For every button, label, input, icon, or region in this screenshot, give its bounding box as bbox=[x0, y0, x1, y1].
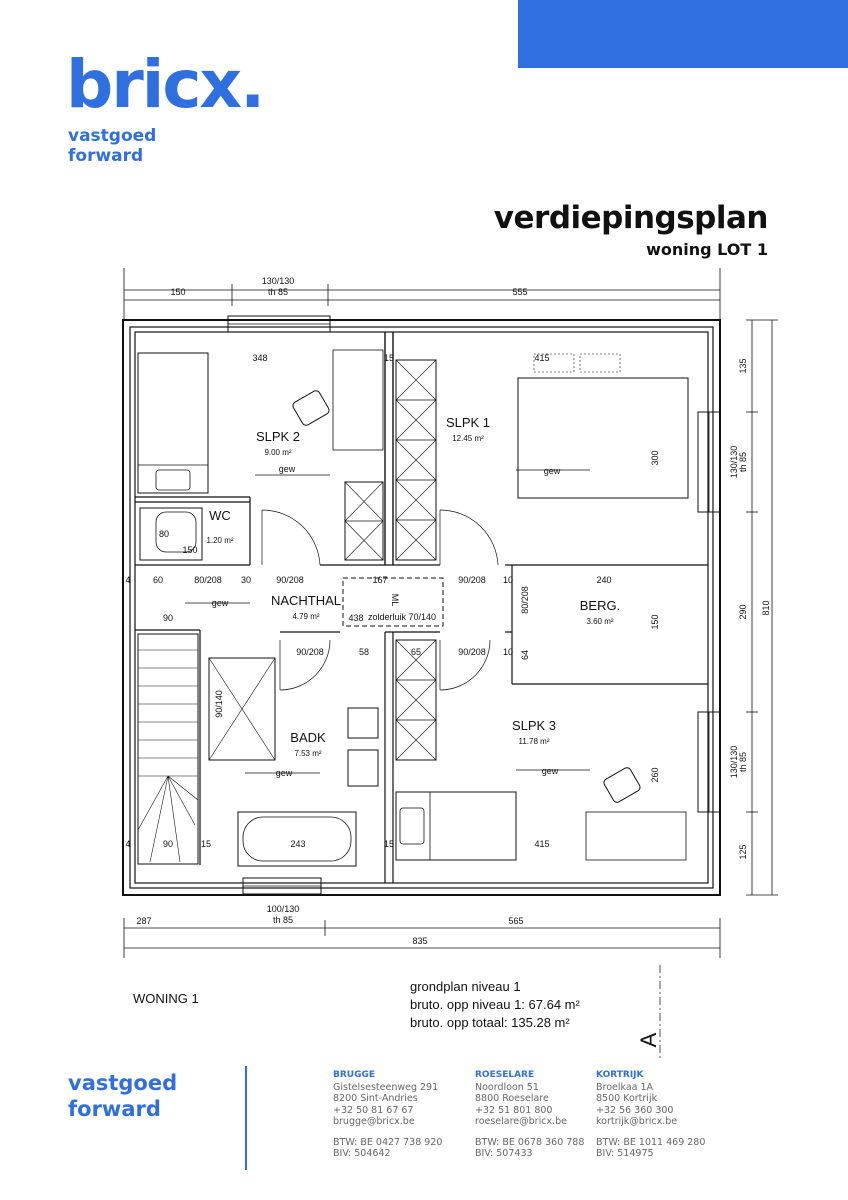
office-name: ROESELARE bbox=[475, 1070, 535, 1080]
gew-label-4: gew bbox=[275, 768, 293, 778]
dim-bot-4: 4 bbox=[125, 839, 131, 849]
tagline-line2: forward bbox=[68, 146, 144, 166]
footer-divider bbox=[245, 1066, 247, 1170]
office-name: KORTRIJK bbox=[596, 1070, 644, 1080]
plan-info-line2: bruto. opp niveau 1: 67.64 m² bbox=[410, 997, 580, 1012]
gew-label-1: gew bbox=[278, 464, 296, 474]
office-email: roeselare@bricx.be bbox=[475, 1116, 567, 1127]
room-wc-name: WC bbox=[209, 508, 231, 523]
room-berg-name: BERG. bbox=[579, 598, 621, 613]
dim-right-win2-th: th 85 bbox=[738, 751, 748, 773]
office-phone: +32 56 360 300 bbox=[596, 1104, 674, 1116]
office-street: Broelkaa 1A bbox=[596, 1081, 654, 1093]
brand-tagline bbox=[68, 126, 156, 166]
dim-berg-door: 80/208 bbox=[520, 586, 530, 614]
dim-slpk2-door: 90/208 bbox=[276, 575, 304, 585]
dim-top-left: 150 bbox=[170, 287, 186, 297]
footer-tagline-line1: vastgoed bbox=[68, 1071, 178, 1095]
dim-right-5: 125 bbox=[738, 844, 748, 860]
dim-wall1: 15 bbox=[383, 353, 395, 363]
dim-hall-60: 60 bbox=[152, 575, 164, 585]
dim-slpk3-door: 90/208 bbox=[458, 647, 486, 657]
office-biv: BIV: 504642 bbox=[333, 1148, 391, 1159]
room-slpk2-name: SLPK 2 bbox=[255, 429, 301, 444]
dim-slpk2-width: 348 bbox=[252, 353, 268, 363]
dim-right-win1: 130/130 bbox=[729, 445, 739, 479]
dim-right-2: 300 bbox=[650, 450, 660, 466]
dim-hall-4: 4 bbox=[125, 575, 131, 585]
dim-hatch-label: zolderluik 70/140 bbox=[367, 612, 437, 622]
plan-info-line3: bruto. opp totaal: 135.28 m² bbox=[410, 1015, 570, 1030]
dim-bot-10: 10 bbox=[502, 647, 514, 657]
office-btw: BTW: BE 1011 469 280 bbox=[596, 1136, 706, 1148]
dim-bottom-window-th: th 85 bbox=[272, 915, 294, 925]
office-btw: BTW: BE 0678 360 788 bbox=[475, 1136, 585, 1148]
dim-badk-58: 58 bbox=[358, 647, 370, 657]
gew-label-5: gew bbox=[541, 766, 559, 776]
dim-badk-65: 65 bbox=[410, 647, 422, 657]
section-marker: A bbox=[636, 1032, 661, 1048]
dim-hall-167: 167 bbox=[372, 575, 388, 585]
office-email: brugge@bricx.be bbox=[333, 1116, 415, 1127]
room-nachthal-area: 4.79 m² bbox=[292, 612, 320, 621]
dim-berg-width: 240 bbox=[596, 575, 612, 585]
top-accent-bar bbox=[518, 0, 848, 68]
dim-bottom-right: 565 bbox=[508, 916, 524, 926]
dim-right-3: 290 bbox=[738, 604, 748, 620]
plan-info bbox=[410, 978, 580, 1032]
dim-hatch: 438 bbox=[348, 613, 364, 623]
dim-top-window: 130/130 bbox=[261, 276, 295, 286]
dim-hall-10: 10 bbox=[502, 575, 514, 585]
office-kortrijk bbox=[596, 1070, 705, 1160]
dim-hall-30: 30 bbox=[240, 575, 252, 585]
footer-tagline-line2: forward bbox=[68, 1097, 161, 1121]
office-biv: BIV: 507433 bbox=[475, 1148, 533, 1159]
dim-shower: 90/140 bbox=[214, 690, 224, 718]
dim-top-right: 555 bbox=[512, 287, 528, 297]
office-city: 8200 Sint-Andries bbox=[333, 1093, 418, 1104]
dim-slpk1-door: 90/208 bbox=[458, 575, 486, 585]
room-slpk1-area: 12.45 m² bbox=[452, 434, 484, 443]
dim-slpk3-width: 415 bbox=[534, 839, 550, 849]
gew-label-2: gew bbox=[543, 466, 561, 476]
dim-bottom-window: 100/130 bbox=[266, 904, 300, 914]
dim-bot-15: 15 bbox=[200, 839, 212, 849]
room-slpk3-area: 11.78 m² bbox=[518, 737, 550, 746]
office-street: Gistelsesteenweg 291 bbox=[333, 1081, 439, 1093]
office-btw: BTW: BE 0427 738 920 bbox=[333, 1136, 443, 1148]
dim-berg-64: 64 bbox=[520, 649, 530, 661]
office-biv: BIV: 514975 bbox=[596, 1148, 654, 1159]
dim-wc-w1: 80 bbox=[158, 529, 170, 539]
label-ml: ML bbox=[390, 593, 400, 607]
office-phone: +32 50 81 67 67 bbox=[333, 1104, 414, 1116]
room-nachthal-name: NACHTHAL bbox=[270, 593, 342, 608]
page-title: verdiepingsplan bbox=[493, 200, 768, 236]
dim-slpk1-width: 415 bbox=[534, 353, 550, 363]
office-name: BRUGGE bbox=[333, 1070, 376, 1080]
room-slpk3-name: SLPK 3 bbox=[511, 718, 557, 733]
dim-hall-90: 90 bbox=[162, 613, 174, 623]
dim-bot-90: 90 bbox=[162, 839, 174, 849]
office-roeselare bbox=[475, 1070, 584, 1160]
plan-info-line1: grondplan niveau 1 bbox=[410, 979, 521, 994]
dim-wc-door: 80/208 bbox=[194, 575, 222, 585]
dim-right-1: 135 bbox=[738, 358, 748, 374]
dim-top-window-th: th 85 bbox=[267, 287, 289, 297]
dim-bottom-total: 835 bbox=[412, 936, 428, 946]
room-berg-area: 3.60 m² bbox=[586, 617, 614, 626]
office-street: Noordloon 51 bbox=[475, 1081, 539, 1093]
dim-wc-w2: 150 bbox=[182, 545, 198, 555]
office-city: 8500 Kortrijk bbox=[596, 1093, 658, 1104]
office-email: kortrijk@bricx.be bbox=[596, 1116, 678, 1127]
dim-badk-door: 90/208 bbox=[296, 647, 324, 657]
dim-bath: 243 bbox=[290, 839, 306, 849]
office-city: 8800 Roeselare bbox=[475, 1093, 549, 1104]
dim-right-total: 810 bbox=[761, 600, 771, 616]
office-phone: +32 51 801 800 bbox=[475, 1104, 553, 1116]
room-wc-area: 1.20 m² bbox=[206, 536, 234, 545]
dim-right-win2: 130/130 bbox=[729, 745, 739, 779]
dim-bot-15b: 15 bbox=[383, 839, 395, 849]
gew-label-3: gew bbox=[211, 598, 229, 608]
office-brugge bbox=[333, 1070, 442, 1160]
room-badk-area: 7.53 m² bbox=[294, 749, 322, 758]
tagline-line1: vastgoed bbox=[68, 126, 157, 146]
dim-berg-150: 150 bbox=[650, 614, 660, 630]
dim-right-win1-th: th 85 bbox=[738, 451, 748, 473]
room-slpk2-area: 9.00 m² bbox=[264, 448, 292, 457]
room-badk-name: BADK bbox=[290, 730, 326, 745]
footer-tagline bbox=[68, 1070, 177, 1122]
room-slpk1-name: SLPK 1 bbox=[445, 415, 491, 430]
dim-bottom-left: 287 bbox=[136, 916, 152, 926]
dim-right-4: 260 bbox=[650, 767, 660, 783]
woning-label: WONING 1 bbox=[133, 991, 199, 1006]
page-subtitle: woning LOT 1 bbox=[646, 240, 768, 259]
bricx-logo: bricx. bbox=[66, 46, 264, 123]
